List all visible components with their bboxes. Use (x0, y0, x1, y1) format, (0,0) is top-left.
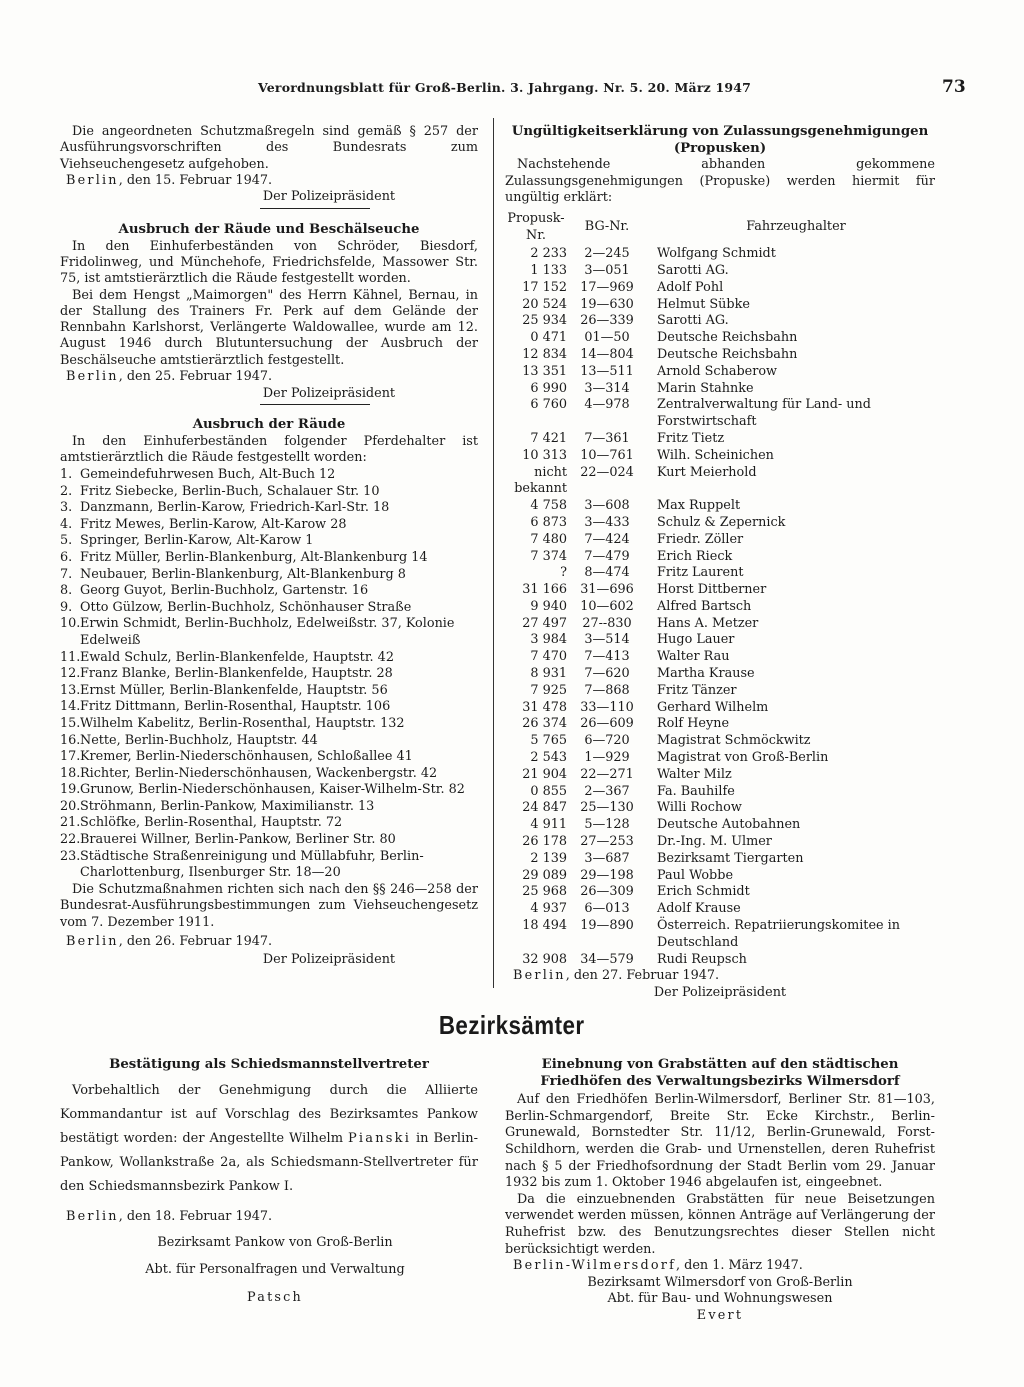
table-row (505, 263, 935, 280)
bg-nr-cell: 25—130 (580, 800, 634, 816)
table-row (505, 851, 935, 868)
list-item-number: 2. (60, 483, 73, 499)
table-row (505, 700, 935, 717)
propusk-nr-cell: 7 421 (530, 430, 567, 446)
list-item-text: Erwin Schmidt, Berlin-Buchholz, Edelweißstr. 37, Kolonie Edelweiß (80, 616, 455, 648)
table-row (505, 868, 935, 885)
fahrzeughalter-cell: Deutsche Reichsbahn (657, 330, 798, 346)
list-item (60, 583, 478, 600)
bg-nr-cell: 26—339 (580, 313, 634, 329)
list-item-number: 4. (60, 516, 73, 532)
list-item (60, 517, 478, 534)
propusk-nr-cell: 31 166 (522, 582, 567, 598)
bg-nr-cell: 2—245 (584, 246, 630, 262)
propusk-nr-cell: 7 480 (530, 531, 567, 547)
fahrzeughalter-cell: Fritz Laurent (657, 565, 744, 581)
list-item-text: Franz Blanke, Berlin-Blankenfelde, Hauptstr. 28 (80, 666, 393, 682)
fahrzeughalter-cell: Paul Wobbe (657, 867, 734, 883)
list-item (60, 600, 478, 617)
signature-name: Patsch (247, 1290, 303, 1306)
bg-nr-cell: 26—309 (580, 884, 634, 900)
paragraph-text: Vorbehaltlich der Genehmigung durch die Alliierte Kommandantur ist auf Vorschlag des Bezirksamtes Pankow bestätigt worden: der Angestellte Wilhelm (60, 1082, 478, 1146)
signature: Der Polizeipräsident (262, 385, 396, 401)
fahrzeughalter-cell: Max Ruppelt (657, 498, 741, 514)
bg-nr-cell: 33—110 (580, 699, 634, 715)
list-item-number: 21. (60, 815, 81, 831)
table-row (505, 649, 935, 666)
list-item-text: Schlöfke, Berlin-Rosenthal, Hauptstr. 72 (80, 815, 343, 831)
fahrzeughalter-cell: Walter Rau (657, 649, 730, 665)
place: Berlin-Wilmersdorf (513, 1258, 677, 1274)
bg-nr-cell: 01—50 (584, 330, 630, 346)
fahrzeughalter-cell: Gerhard Wilhelm (657, 699, 769, 715)
divider (260, 404, 370, 405)
list-item (60, 567, 478, 584)
signature-department: Abt. für Bau- und Wohnungswesen (607, 1291, 833, 1307)
table-row (505, 784, 935, 801)
fahrzeughalter-cell: Alfred Bartsch (657, 598, 752, 614)
fahrzeughalter-cell: Fa. Bauhilfe (657, 783, 735, 799)
list-item-text: Wilhelm Kabelitz, Berlin-Rosenthal, Hauptstr. 132 (80, 715, 405, 731)
list-item (60, 550, 478, 567)
date: , den 27. Februar 1947. (565, 968, 720, 984)
fahrzeughalter-cell: Rudi Reupsch (657, 951, 747, 967)
fahrzeughalter-cell: Fritz Tietz (657, 430, 725, 446)
fahrzeughalter-cell: Sarotti AG. (657, 313, 729, 329)
list-item-text: Georg Guyot, Berlin-Buchholz, Gartenstr. 16 (80, 583, 369, 599)
list-item-number: 10. (60, 616, 81, 632)
bg-nr-cell: 14—804 (580, 346, 634, 362)
fahrzeughalter-cell: Österreich. Repatriierungskomitee in Deutschland (657, 918, 901, 950)
table-row (505, 716, 935, 733)
fahrzeughalter-cell: Bezirksamt Tiergarten (657, 850, 804, 866)
fahrzeughalter-cell: Marin Stahnke (657, 380, 754, 396)
grabstaetten-title: Einebnung von Grabstätten auf den städtischen Friedhöfen des Verwaltungsbezirks Wilmersdorf (540, 1057, 900, 1089)
list-item-number: 20. (60, 798, 81, 814)
propusk-nr-cell: 0 855 (530, 783, 567, 799)
bg-nr-cell: 31—696 (580, 582, 634, 598)
table-row (505, 498, 935, 515)
fahrzeughalter-cell: Erich Rieck (657, 548, 733, 564)
raeude-beschael-paragraph-1: In den Einhuferbeständen von Schröder, Biesdorf, Fridolinweg, und Münchehofe, Friedrichsfelde, Massower Str. 75, ist amtstierärztlich die Räude festgestellt worden. (60, 238, 478, 287)
bg-nr-cell: 6—013 (584, 901, 630, 917)
place: Berlin (513, 968, 566, 984)
list-item-number: 5. (60, 533, 73, 549)
signature-name: Evert (696, 1307, 744, 1323)
bg-nr-cell: 3—314 (584, 380, 630, 396)
propusk-nr-cell: 25 934 (522, 313, 567, 329)
right-column (505, 124, 935, 1002)
list-item-number: 19. (60, 782, 81, 798)
section-title-raeude: Ausbruch der Räude (192, 417, 346, 433)
fahrzeughalter-cell: Helmut Sübke (657, 296, 750, 312)
raeude-beschael-paragraph-2: Bei dem Hengst „Maimorgen" des Herrn Kähnel, Bernau, in der Stallung des Trainers Fr. Perk auf dem Gelände der Rennbahn Karlshorst, Verlängerte Waldowallee, wurde am 12. August 1946 durch Blutuntersuchung der Ausbruch der Beschälseuche amtstierärztlich festgestellt. (60, 287, 478, 368)
propusk-nr-cell: 1 133 (530, 262, 567, 278)
list-item-text: Fritz Siebecke, Berlin-Buch, Schalauer Str. 10 (80, 483, 380, 499)
section-title-raeude-beschaelseuche: Ausbruch der Räude und Beschälseuche (118, 222, 420, 238)
fahrzeughalter-cell: Horst Dittberner (657, 582, 767, 598)
bg-nr-cell: 29—198 (580, 867, 634, 883)
list-item (60, 533, 478, 550)
place: Berlin (66, 369, 119, 385)
list-item (60, 815, 478, 832)
table-row (505, 246, 935, 263)
raeude-list (60, 467, 478, 882)
list-item-number: 3. (60, 500, 73, 516)
propusk-nr-cell: 27 497 (522, 615, 567, 631)
bg-nr-cell: 22—271 (580, 766, 634, 782)
list-item-number: 13. (60, 682, 81, 698)
list-item-number: 18. (60, 765, 81, 781)
table-row (505, 918, 935, 952)
bg-nr-cell: 5—128 (584, 817, 630, 833)
fahrzeughalter-cell: Fritz Tänzer (657, 682, 737, 698)
list-item-text: Fritz Mewes, Berlin-Karow, Alt-Karow 28 (80, 516, 347, 532)
bg-nr-cell: 3—051 (584, 262, 630, 278)
bg-nr-cell: 7—424 (584, 531, 630, 547)
table-row (505, 397, 935, 431)
list-item-text: Gemeindefuhrwesen Buch, Alt-Buch 12 (80, 467, 336, 483)
bg-nr-cell: 22—024 (580, 464, 634, 480)
list-item (60, 699, 478, 716)
fahrzeughalter-cell: Adolf Pohl (657, 279, 724, 295)
fahrzeughalter-cell: Deutsche Autobahnen (657, 817, 801, 833)
table-header-row (505, 211, 935, 246)
bg-nr-cell: 7—479 (584, 548, 630, 564)
propusk-nr-cell: 4 911 (530, 817, 567, 833)
bg-nr-cell: 27--830 (582, 615, 632, 631)
table-row (505, 448, 935, 465)
table-row (505, 565, 935, 582)
list-item (60, 716, 478, 733)
propusk-nr-cell: 7 374 (530, 548, 567, 564)
bg-nr-cell: 7—361 (584, 430, 630, 446)
propusken-title-line-1: Ungültigkeitserklärung von Zulassungsgenehmigungen (511, 124, 929, 139)
propusk-nr-cell: 21 904 (522, 766, 567, 782)
table-row (505, 750, 935, 767)
list-item-text: Otto Gülzow, Berlin-Buchholz, Schönhauser Straße (80, 599, 412, 615)
fahrzeughalter-cell: Wolfgang Schmidt (657, 246, 776, 262)
list-item-number: 15. (60, 715, 81, 731)
propusk-nr-cell: 5 765 (530, 733, 567, 749)
fahrzeughalter-cell: Deutsche Reichsbahn (657, 346, 798, 362)
propusk-nr-cell: 24 847 (522, 800, 567, 816)
fahrzeughalter-cell: Kurt Meierhold (657, 464, 757, 480)
propusk-nr-cell: 9 940 (530, 598, 567, 614)
fahrzeughalter-cell: Magistrat von Groß-Berlin (657, 750, 829, 766)
column-header-bg: BG-Nr. (584, 219, 630, 235)
fahrzeughalter-cell: Erich Schmidt (657, 884, 750, 900)
fahrzeughalter-cell: Willi Rochow (657, 800, 742, 816)
fahrzeughalter-cell: Magistrat Schmöckwitz (657, 733, 811, 749)
bg-nr-cell: 1—929 (584, 750, 630, 766)
list-item-text: Kremer, Berlin-Niederschönhausen, Schloßallee 41 (80, 749, 413, 765)
fahrzeughalter-cell: Arnold Schaberow (657, 363, 778, 379)
propusk-nr-cell: 10 313 (522, 447, 567, 463)
bg-nr-cell: 7—620 (584, 666, 630, 682)
list-item (60, 666, 478, 683)
table-row (505, 330, 935, 347)
table-row (505, 632, 935, 649)
propusken-title-line-2: (Propusken) (673, 140, 767, 156)
schiedsmann-title: Bestätigung als Schiedsmannstellvertreter (109, 1057, 429, 1072)
list-item-number: 16. (60, 732, 81, 748)
bg-nr-cell: 13—511 (580, 363, 634, 379)
propusk-nr-cell: 8 931 (530, 666, 567, 682)
propusk-nr-cell: 32 908 (522, 951, 567, 967)
column-separator (493, 118, 494, 988)
fahrzeughalter-cell: Friedr. Zöller (657, 531, 744, 547)
table-row (505, 347, 935, 364)
table-row (505, 515, 935, 532)
list-item-text: Grunow, Berlin-Niederschönhausen, Kaiser-Wilhelm-Str. 82 (80, 782, 465, 798)
list-item (60, 467, 478, 484)
propusk-nr-cell: 6 873 (530, 514, 567, 530)
table-row (505, 952, 935, 969)
table-row (505, 532, 935, 549)
table-row (505, 549, 935, 566)
propusk-nr-cell: 3 984 (530, 632, 567, 648)
divider (260, 208, 370, 209)
date: , den 1. März 1947. (676, 1258, 803, 1274)
list-item (60, 749, 478, 766)
running-title: Verordnungsblatt für Groß-Berlin. 3. Jahrgang. Nr. 5. 20. März 1947 (258, 80, 752, 95)
propusken-table (505, 211, 935, 968)
list-item (60, 832, 478, 849)
list-item-number: 12. (60, 666, 81, 682)
grabstaetten-paragraph-2: Da die einzuebnenden Grabstätten für neue Beisetzungen verwendet werden müssen, können Anträge auf Verlängerung der Ruhefrist bzw. des Benutzungsrechtes dieser Stellen nicht berücksichtigt werden. (505, 1191, 935, 1257)
section-heading-wrapper (0, 1010, 1024, 1041)
table-row (505, 280, 935, 297)
place: Berlin (66, 172, 119, 188)
schiedsmann-paragraph (60, 1079, 478, 1199)
propusk-nr-cell: 4 758 (530, 498, 567, 514)
fahrzeughalter-cell: Rolf Heyne (657, 716, 730, 732)
bg-nr-cell: 19—890 (580, 918, 634, 934)
fahrzeughalter-cell: Zentralverwaltung für Land- und Forstwirtschaft (657, 397, 871, 430)
propusk-nr-cell: nicht bekannt (514, 464, 567, 497)
date: , den 26. Februar 1947. (118, 933, 273, 949)
list-item-text: Danzmann, Berlin-Karow, Friedrich-Karl-Str. 18 (80, 500, 390, 516)
list-item (60, 733, 478, 750)
propusk-nr-cell: 7 470 (530, 649, 567, 665)
propusken-intro: Nachstehende abhanden gekommene Zulassungsgenehmigungen (Propuske) werden hiermit für ungültig erklärt: (505, 157, 935, 206)
person-name: Pianski (347, 1130, 412, 1146)
place: Berlin (66, 1208, 119, 1224)
list-item-text: Fritz Müller, Berlin-Blankenburg, Alt-Blankenburg 14 (80, 549, 428, 565)
bg-nr-cell: 3—514 (584, 632, 630, 648)
date: , den 25. Februar 1947. (118, 369, 273, 385)
table-row (505, 297, 935, 314)
list-item (60, 616, 478, 649)
column-header-fahrzeughalter: Fahrzeughalter (746, 219, 846, 235)
table-row (505, 431, 935, 448)
bg-nr-cell: 3—433 (584, 514, 630, 530)
propusk-nr-cell: 7 925 (530, 682, 567, 698)
table-row (505, 616, 935, 633)
propusk-nr-cell: 26 178 (522, 834, 567, 850)
table-row (505, 817, 935, 834)
table-row (505, 767, 935, 784)
propusk-nr-cell: 2 233 (530, 246, 567, 262)
propusk-nr-cell: 12 834 (522, 346, 567, 362)
column-header-propusk: Propusk-Nr. (507, 210, 565, 243)
propusk-nr-cell: 4 937 (530, 901, 567, 917)
signature-office: Bezirksamt Pankow von Groß-Berlin (157, 1235, 393, 1251)
schutzmassregeln-paragraph: Die angeordneten Schutzmaßregeln sind gemäß § 257 der Ausführungsvorschriften des Bundesrats zum Viehseuchengesetz aufgehoben. (60, 124, 478, 172)
date: , den 18. Februar 1947. (118, 1208, 273, 1224)
table-row (505, 364, 935, 381)
propusk-nr-cell: 18 494 (522, 918, 567, 934)
table-row (505, 733, 935, 750)
table-row (505, 313, 935, 330)
paragraph-text: in Berlin-Pankow, Wollankstraße 2a, als Schiedsmann-Stellvertreter für den Schiedsmannsbezirk Pankow I. (60, 1130, 479, 1194)
signature: Der Polizeipräsident (262, 952, 396, 968)
propusk-nr-cell: 0 471 (530, 330, 567, 346)
list-item-text: Fritz Dittmann, Berlin-Rosenthal, Hauptstr. 106 (80, 699, 391, 715)
fahrzeughalter-cell: Hans A. Metzer (657, 615, 759, 631)
propusk-nr-cell: 6 760 (530, 397, 567, 413)
table-row (505, 599, 935, 616)
table-row (505, 800, 935, 817)
bg-nr-cell: 27—253 (580, 834, 634, 850)
place: Berlin (66, 933, 119, 949)
list-item-text: Ernst Müller, Berlin-Blankenfelde, Hauptstr. 56 (80, 682, 388, 698)
bg-nr-cell: 4—978 (584, 397, 630, 413)
propusk-nr-cell: 29 089 (522, 867, 567, 883)
table-row (505, 884, 935, 901)
table-row (505, 901, 935, 918)
list-item-text: Nette, Berlin-Buchholz, Hauptstr. 44 (80, 732, 318, 748)
propusk-nr-cell: 6 990 (530, 380, 567, 396)
list-item (60, 849, 478, 882)
bg-nr-cell: 34—579 (580, 951, 634, 967)
bg-nr-cell: 7—413 (584, 649, 630, 665)
bg-nr-cell: 3—687 (584, 850, 630, 866)
propusk-nr-cell: 17 152 (522, 279, 567, 295)
bg-nr-cell: 19—630 (580, 296, 634, 312)
list-item-number: 14. (60, 699, 81, 715)
bg-nr-cell: 10—761 (580, 447, 634, 463)
list-item (60, 683, 478, 700)
list-item-number: 8. (60, 583, 73, 599)
bg-nr-cell: 10—602 (580, 598, 634, 614)
bg-nr-cell: 17—969 (580, 279, 634, 295)
fahrzeughalter-cell: Adolf Krause (657, 901, 741, 917)
propusk-nr-cell: 20 524 (522, 296, 567, 312)
signature: Der Polizeipräsident (653, 985, 787, 1001)
left-column (60, 124, 478, 969)
list-item-number: 23. (60, 848, 81, 864)
list-item-text: Neubauer, Berlin-Blankenburg, Alt-Blankenburg 8 (80, 566, 406, 582)
list-item-text: Brauerei Willner, Berlin-Pankow, Berliner Str. 80 (80, 832, 396, 848)
list-item-text: Ewald Schulz, Berlin-Blankenfelde, Hauptstr. 42 (80, 649, 394, 665)
list-item-text: Ströhmann, Berlin-Pankow, Maximilianstr. 13 (80, 798, 375, 814)
propusk-nr-cell: 2 139 (530, 850, 567, 866)
fahrzeughalter-cell: Hugo Lauer (657, 632, 735, 648)
list-item-number: 7. (60, 566, 73, 582)
table-row (505, 834, 935, 851)
list-item-number: 1. (60, 467, 73, 483)
table-row (505, 683, 935, 700)
bg-nr-cell: 8—474 (584, 565, 630, 581)
list-item-number: 22. (60, 832, 81, 848)
raeude-closing: Die Schutzmaßnahmen richten sich nach den §§ 246—258 der Bundesrat-Ausführungsbestimmungen zum Viehseuchengesetz vom 7. Dezember 1911. (60, 881, 478, 931)
signature: Der Polizeipräsident (262, 189, 396, 205)
propusk-nr-cell: 26 374 (522, 716, 567, 732)
list-item-text: Richter, Berlin-Niederschönhausen, Wackenbergstr. 42 (80, 765, 438, 781)
list-item-text: Springer, Berlin-Karow, Alt-Karow 1 (80, 533, 314, 549)
propusk-nr-cell: 13 351 (522, 363, 567, 379)
list-item (60, 650, 478, 667)
bg-nr-cell: 6—720 (584, 733, 630, 749)
signature-department: Abt. für Personalfragen und Verwaltung (145, 1261, 405, 1277)
fahrzeughalter-cell: Sarotti AG. (657, 262, 729, 278)
section-heading-bezirksaemter: Bezirksämter (439, 1010, 585, 1040)
table-row (505, 666, 935, 683)
propusk-nr-cell: 25 968 (522, 884, 567, 900)
bg-nr-cell: 7—868 (584, 682, 630, 698)
bg-nr-cell: 3—608 (584, 498, 630, 514)
propusk-nr-cell: ? (560, 565, 567, 581)
list-item-number: 11. (60, 649, 81, 665)
date: , den 15. Februar 1947. (118, 172, 273, 188)
grabstaetten-paragraph-1: Auf den Friedhöfen Berlin-Wilmersdorf, Berliner Str. 81—103, Berlin-Schmargendorf, Breite Str. Ecke Kirchstr., Berlin-Grunewald, Bornstedter Str. 11/12, Berlin-Grunewald, Forst-Schildhorn, werden die Grab- und Urnenstellen, deren Ruhefrist nach § 5 der Friedhofsordnung der Stadt Berlin vom 29. Januar 1932 bis zum 1. Oktober 1946 abgelaufen ist, eingeebnet. (505, 1092, 935, 1191)
table-row (505, 381, 935, 398)
propusk-nr-cell: 2 543 (530, 750, 567, 766)
page-number: 73 (942, 77, 966, 97)
table-row (505, 582, 935, 599)
list-item (60, 799, 478, 816)
list-item (60, 766, 478, 783)
fahrzeughalter-cell: Walter Milz (657, 766, 732, 782)
list-item-text: Städtische Straßenreinigung und Müllabfuhr, Berlin-Charlottenburg, Ilsenburger Str. 18—20 (80, 848, 424, 881)
bottom-left-article (60, 1057, 478, 1307)
bg-nr-cell: 2—367 (584, 783, 630, 799)
propusk-nr-cell: 31 478 (522, 699, 567, 715)
fahrzeughalter-cell: Martha Krause (657, 666, 755, 682)
bottom-right-article (505, 1057, 935, 1325)
signature-office: Bezirksamt Wilmersdorf von Groß-Berlin (587, 1274, 853, 1290)
list-item-number: 17. (60, 749, 81, 765)
raeude-intro: In den Einhuferbeständen folgender Pferdehalter ist amtstierärztlich die Räude festgestellt worden: (60, 433, 478, 466)
fahrzeughalter-cell: Schulz & Zepernick (657, 514, 786, 530)
list-item (60, 782, 478, 799)
table-row (505, 465, 935, 499)
bg-nr-cell: 26—609 (580, 716, 634, 732)
list-item (60, 484, 478, 501)
list-item-number: 9. (60, 599, 73, 615)
list-item-number: 6. (60, 549, 73, 565)
list-item (60, 500, 478, 517)
fahrzeughalter-cell: Wilh. Scheinichen (657, 447, 774, 463)
fahrzeughalter-cell: Dr.-Ing. M. Ulmer (657, 834, 772, 850)
